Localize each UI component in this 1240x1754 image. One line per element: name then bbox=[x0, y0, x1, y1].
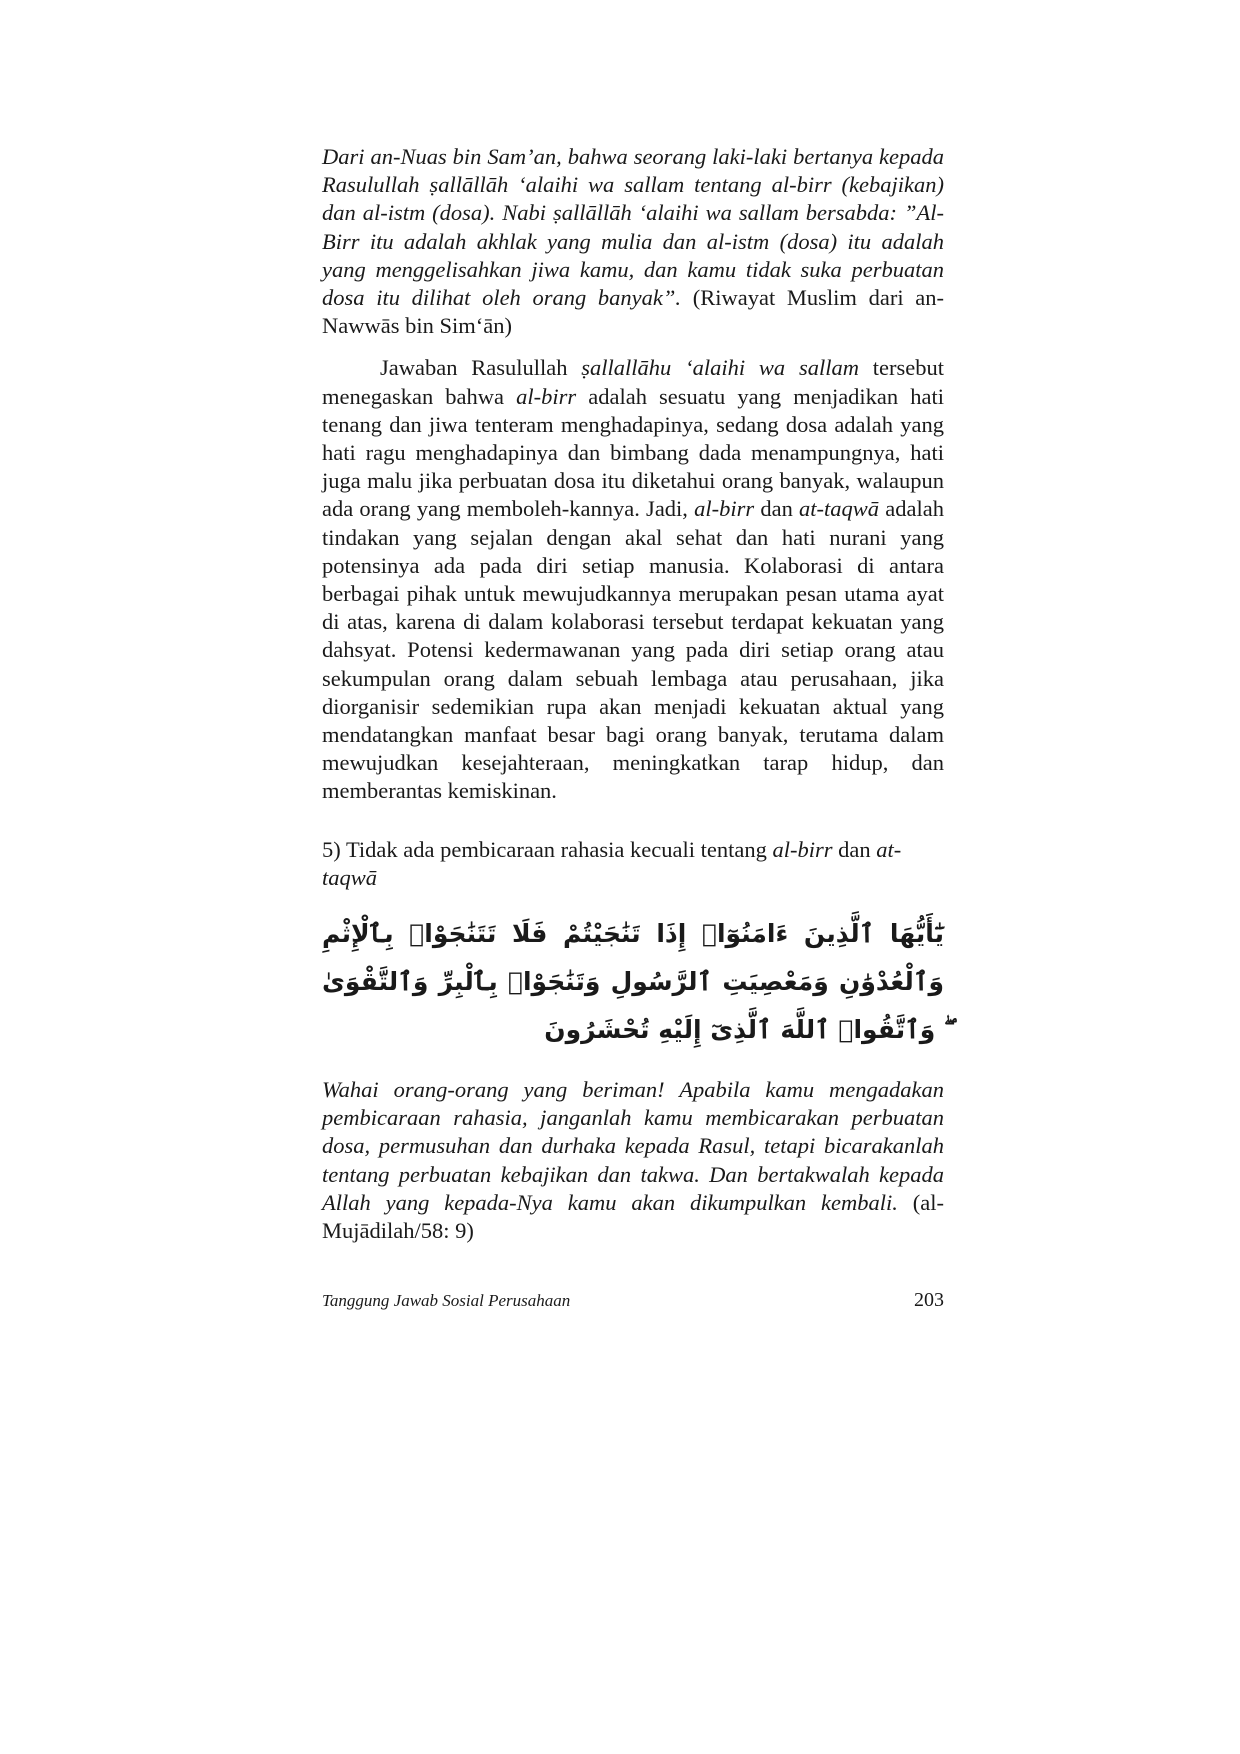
text-segment: dan bbox=[754, 496, 800, 522]
text-segment: Jawaban Rasulullah bbox=[380, 355, 582, 381]
italic-text-segment: Dari an-Nuas bin Sam’an, bahwa seorang laki-laki bertanya kepada Rasulullah ṣallāllāh ‘alaihi wa sallam tentang al-birr (kebajikan) dan al-istm (dosa). Nabi ṣallāllāh ‘alaihi wa sallam bersabda: ”Al-Birr itu adalah akhlak yang mulia dan al-istm (dosa) itu adalah yang menggelisahkan jiwa kamu, dan kamu tidak suka perbuatan dosa itu dilihat oleh orang banyak”. bbox=[322, 144, 944, 311]
italic-text-segment: al-birr bbox=[772, 836, 833, 862]
text-segment: dan bbox=[832, 836, 877, 862]
section-heading bbox=[322, 836, 944, 892]
text-segment: tersebut menegaskan bahwa bbox=[322, 355, 944, 409]
page-body bbox=[322, 143, 944, 1312]
hadith-paragraph bbox=[322, 143, 944, 340]
italic-text-segment: Wahai orang-orang yang beriman! Apabila kamu mengadakan pembicaraan rahasia, janganlah kamu membicarakan perbuatan dosa, permusuhan dan durhaka kepada Rasul, tetapi bicarakanlah tentang perbuatan kebajikan dan takwa. Dan bertakwalah kepada Allah yang kepada-Nya kamu akan dikumpulkan kembali. bbox=[322, 1077, 944, 1215]
italic-text-segment: al-birr bbox=[516, 383, 577, 409]
text-segment: adalah sesuatu yang menjadikan hati tenang dan jiwa tenteram menghadapinya, sedang dosa adalah yang hati ragu menghadapinya dan bimbang dada menampungnya, hati juga malu jika perbuatan dosa itu diketahui orang banyak, walaupun ada orang yang memboleh-kannya. Jadi, bbox=[322, 383, 944, 522]
text-segment: (al-Mujādilah/58: 9) bbox=[322, 1189, 944, 1244]
text-segment: (Riwayat Muslim dari an-Nawwās bin Sim‘ān) bbox=[322, 285, 945, 339]
arabic-verse: يَٰٓأَيُّهَا ٱلَّذِينَ ءَامَنُوٓا۟ إِذَا تَنَٰجَيْتُمْ فَلَا تَتَنَٰجَوْا۟ بِٱلْإِثْمِ وَٱلْعُدْوَٰنِ وَمَعْصِيَتِ ٱلرَّسُولِ وَتَنَٰجَوْا۟ بِٱلْبِرِّ وَٱلتَّقْوَىٰ ۖ وَٱتَّقُوا۟ ٱللَّهَ ٱلَّذِىٓ إِلَيْهِ تُحْشَرُونَ bbox=[322, 919, 944, 1045]
italic-text-segment: at-taqwā bbox=[322, 836, 902, 890]
page-number: 203 bbox=[914, 1289, 944, 1312]
italic-text-segment: at-taqwā bbox=[799, 496, 880, 522]
italic-text-segment: ṣallallāhu ‘alaihi wa sallam bbox=[581, 355, 859, 381]
page-footer bbox=[322, 1289, 944, 1312]
text-segment: 5) Tidak ada pembicaraan rahasia kecuali tentang bbox=[322, 836, 773, 862]
italic-text-segment: al-birr bbox=[694, 496, 755, 522]
text-segment: adalah tindakan yang sejalan dengan akal sehat dan hati nurani yang potensinya ada pada diri setiap manusia. Kolaborasi di antara berbagai pihak untuk mewujudkannya merupakan pesan utama ayat di atas, karena di dalam kolaborasi tersebut terdapat kekuatan yang dahsyat. Potensi kedermawanan yang pada diri setiap orang atau sekumpulan orang dalam sebuah lembaga atau perusahaan, jika diorganisir sedemikian rupa akan menjadi kekuatan aktual yang mendatangkan manfaat besar bagi orang banyak, terutama dalam mewujudkan kesejahteraan, meningkatkan tarap hidup, dan memberantas kemiskinan. bbox=[322, 496, 944, 804]
verse-translation bbox=[322, 1076, 944, 1245]
running-footer-title: Tanggung Jawab Sosial Perusahaan bbox=[322, 1291, 571, 1311]
explanation-paragraph bbox=[322, 354, 944, 805]
